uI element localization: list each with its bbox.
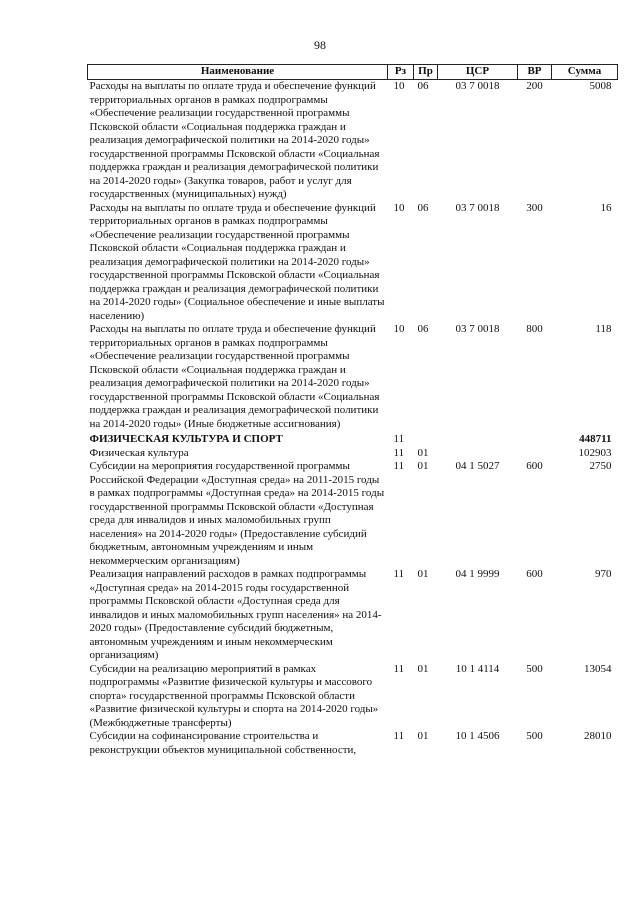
cell-csr: 03 7 0018 — [455, 201, 500, 214]
table-row-section — [88, 431, 618, 447]
cell-name: Расходы на выплаты по оплате труда и обеспечение функций территориальных органов в рамках подпрограммы «Обеспечение реализации государственной программы Псковской области «Социальная поддержка граждан и реализация демографической политики на 2014-2020 годы» государственной программы Псковской области «Социальная поддержка граждан и реализация демографической политики на 2014-2020 годы» (Закупка товаров, работ и услуг для государственных (муниципальных) нужд) — [89, 80, 380, 200]
cell-sum: 2750 — [589, 460, 612, 472]
table-row — [88, 730, 618, 757]
cell-sum: 102903 — [578, 446, 612, 459]
cell-rz: 11 — [393, 433, 405, 445]
cell-csr: 10 1 4114 — [455, 662, 500, 675]
cell-name: Расходы на выплаты по оплате труда и обеспечение функций территориальных органов в рамках подпрограммы «Обеспечение реализации государственной программы Псковской области «Социальная поддержка граждан и реализация демографической политики на 2014-2020 годы» государственной программы Псковской области «Социальная поддержка граждан и реализация демографической политики на 2014-2020 годы» (Социальное обеспечение и иные выплаты населению) — [89, 201, 385, 322]
table-row — [88, 80, 618, 202]
cell-sum: 28010 — [584, 730, 612, 742]
table-row — [88, 447, 618, 461]
cell-rz: 11 — [393, 730, 405, 742]
cell-name: Расходы на выплаты по оплате труда и обеспечение функций территориальных органов в рамках подпрограммы «Обеспечение реализации государственной программы Псковской области «Социальная поддержка граждан и реализация демографической политики на 2014-2020 годы» государственной программы Псковской области «Социальная поддержка граждан и реализация демографической политики на 2014-2020 годы» (Иные бюджетные ассигнования) — [89, 323, 380, 430]
cell-sum: 13054 — [584, 662, 612, 675]
cell-vr: 500 — [526, 730, 543, 742]
cell-csr: 10 1 4506 — [455, 730, 500, 742]
cell-sum: 118 — [595, 323, 612, 335]
cell-pr — [414, 431, 438, 447]
cell-pr: 01 — [417, 730, 429, 742]
header-rz: Рз — [388, 65, 414, 80]
table-row — [88, 460, 618, 568]
cell-vr: 600 — [526, 460, 543, 472]
cell-vr: 300 — [526, 201, 543, 214]
table-row — [88, 568, 618, 663]
cell-pr: 06 — [417, 323, 429, 335]
cell-rz: 10 — [393, 80, 405, 92]
cell-pr: 01 — [417, 568, 429, 580]
cell-csr — [438, 431, 518, 447]
cell-csr: 03 7 0018 — [455, 323, 500, 335]
cell-sum: 16 — [600, 201, 612, 214]
cell-sum: 5008 — [589, 80, 612, 92]
cell-name: Физическая культура — [89, 446, 189, 459]
cell-vr — [518, 447, 552, 461]
header-vr: ВР — [518, 65, 552, 80]
budget-table — [87, 64, 618, 757]
table-row — [88, 202, 618, 324]
cell-pr: 06 — [417, 201, 429, 214]
header-name: Наименование — [88, 65, 388, 80]
cell-vr: 500 — [526, 662, 543, 675]
table-header-row — [88, 65, 618, 80]
cell-name: ФИЗИЧЕСКАЯ КУЛЬТУРА И СПОРТ — [89, 433, 283, 445]
cell-sum: 448711 — [579, 433, 612, 445]
cell-name: Субсидии на мероприятия государственной программы Российской Федерации «Доступная среда» на 2011-2015 годы в рамках подпрограммы «Доступная среда» на 2014-2015 годы государственной программы Псковской области «Доступная среда для инвалидов и иных маломобильных групп населения» на 2014-2020 годы» (Предоставление субсидий бюджетным, автономным учреждениям и иным некоммерческим организациям) — [89, 460, 385, 567]
header-pr: Пр — [414, 65, 438, 80]
cell-pr: 01 — [417, 446, 429, 459]
table-row — [88, 323, 618, 431]
table-row — [88, 663, 618, 731]
cell-pr: 06 — [417, 80, 429, 92]
cell-vr: 800 — [526, 323, 543, 335]
cell-rz: 10 — [393, 201, 405, 214]
cell-rz: 11 — [393, 460, 405, 472]
cell-vr: 200 — [526, 80, 543, 92]
cell-rz: 11 — [393, 568, 405, 580]
header-csr: ЦСР — [438, 65, 518, 80]
cell-rz: 11 — [393, 662, 405, 675]
header-sum: Сумма — [552, 65, 618, 80]
cell-pr: 01 — [417, 460, 429, 472]
cell-csr: 04 1 9999 — [455, 568, 500, 580]
cell-pr: 01 — [417, 662, 429, 675]
cell-vr: 600 — [526, 568, 543, 580]
cell-csr: 03 7 0018 — [455, 80, 500, 92]
page-number: 98 — [314, 38, 326, 52]
cell-name: Субсидии на реализацию мероприятий в рамках подпрограммы «Развитие физической культуры и массового спорта» государственной программы Псковской области «Развитие физической культуры и спорта на 2014-2020 годы» (Межбюджетные трансферты) — [89, 662, 379, 729]
cell-name: Субсидии на софинансирование строительства и реконструкции объектов муниципальной собственности, — [89, 730, 357, 756]
cell-rz: 11 — [393, 446, 405, 459]
cell-csr: 04 1 5027 — [455, 460, 500, 472]
cell-name: Реализация направлений расходов в рамках подпрограммы «Доступная среда» на 2014-2015 годы государственной программы Псковской области «Доступная среда для инвалидов и иных маломобильных групп населения» на 2014-2020 годы» (Предоставление субсидий бюджетным, автономным учреждениям и иным некоммерческим организациям) — [89, 568, 382, 661]
cell-rz: 10 — [393, 323, 405, 335]
cell-vr — [518, 431, 552, 447]
cell-csr — [438, 447, 518, 461]
cell-sum: 970 — [595, 568, 612, 580]
